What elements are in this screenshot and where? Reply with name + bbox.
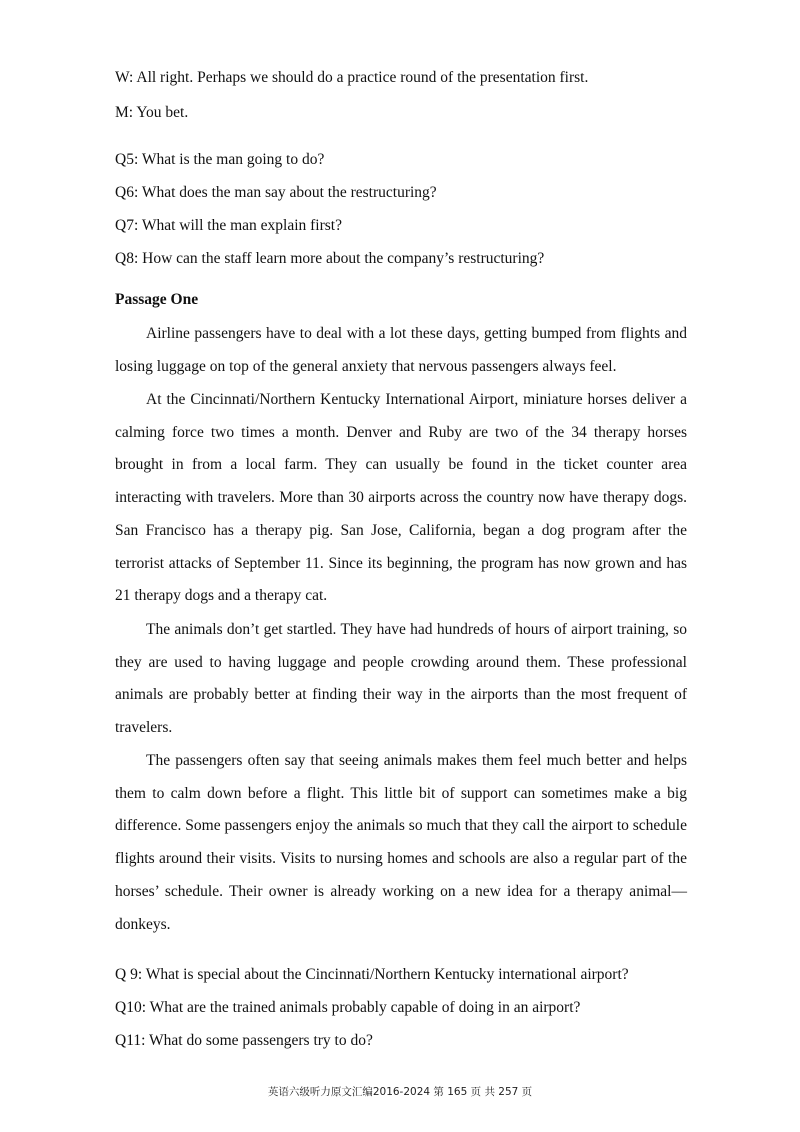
question-q8: Q8: How can the staff learn more about the company’s restructuring? (115, 250, 545, 267)
passage-paragraph-3: The animals don’t get startled. They have had hundreds of hours of airport training, so they are used to having luggage and people crowding around them. These professional animals are probably better at finding their way in the airports than the most frequent of travelers. (115, 621, 687, 737)
dialogue-line-man: M: You bet. (115, 104, 189, 121)
passage-paragraph-2: At the Cincinnati/Northern Kentucky International Airport, miniature horses deliver a calming force two times a month. Denver and Ruby are two of the 34 therapy horses brought in from a local farm. They can usually be found in the ticket counter area interacting with travelers. More than 30 airports across the country now have therapy dogs. San Francisco has a therapy pig. San Jose, California, began a dog program after the terrorist attacks of September 11. Since its beginning, the program has now grown and has 21 therapy dogs and a therapy cat. (115, 391, 687, 605)
question-q7: Q7: What will the man explain first? (115, 217, 342, 234)
question-q6: Q6: What does the man say about the restructuring? (115, 184, 437, 201)
question-q5: Q5: What is the man going to do? (115, 151, 325, 168)
question-q10: Q10: What are the trained animals probably capable of doing in an airport? (115, 999, 581, 1016)
question-q11: Q11: What do some passengers try to do? (115, 1032, 373, 1049)
question-q9: Q 9: What is special about the Cincinnati/Northern Kentucky international airport? (115, 966, 629, 983)
passage-title: Passage One (115, 291, 199, 308)
passage-paragraph-4: The passengers often say that seeing animals makes them feel much better and helps them to calm down before a flight. This little bit of support can sometimes make a big difference. Some passengers enjoy the animals so much that they call the airport to schedule flights around their visits. Visits to nursing homes and schools are also a regular part of the horses’ schedule. Their owner is already working on a new idea for a therapy animal—donkeys. (115, 752, 687, 933)
dialogue-line-woman: W: All right. Perhaps we should do a practice round of the presentation first. (115, 69, 589, 86)
passage-paragraph-1: Airline passengers have to deal with a lot these days, getting bumped from flights and losing luggage on top of the general anxiety that nervous passengers always feel. (115, 325, 687, 375)
page-footer: 英语六级听力原文汇编2016-2024 第 165 页 共 257 页 (267, 1086, 533, 1098)
